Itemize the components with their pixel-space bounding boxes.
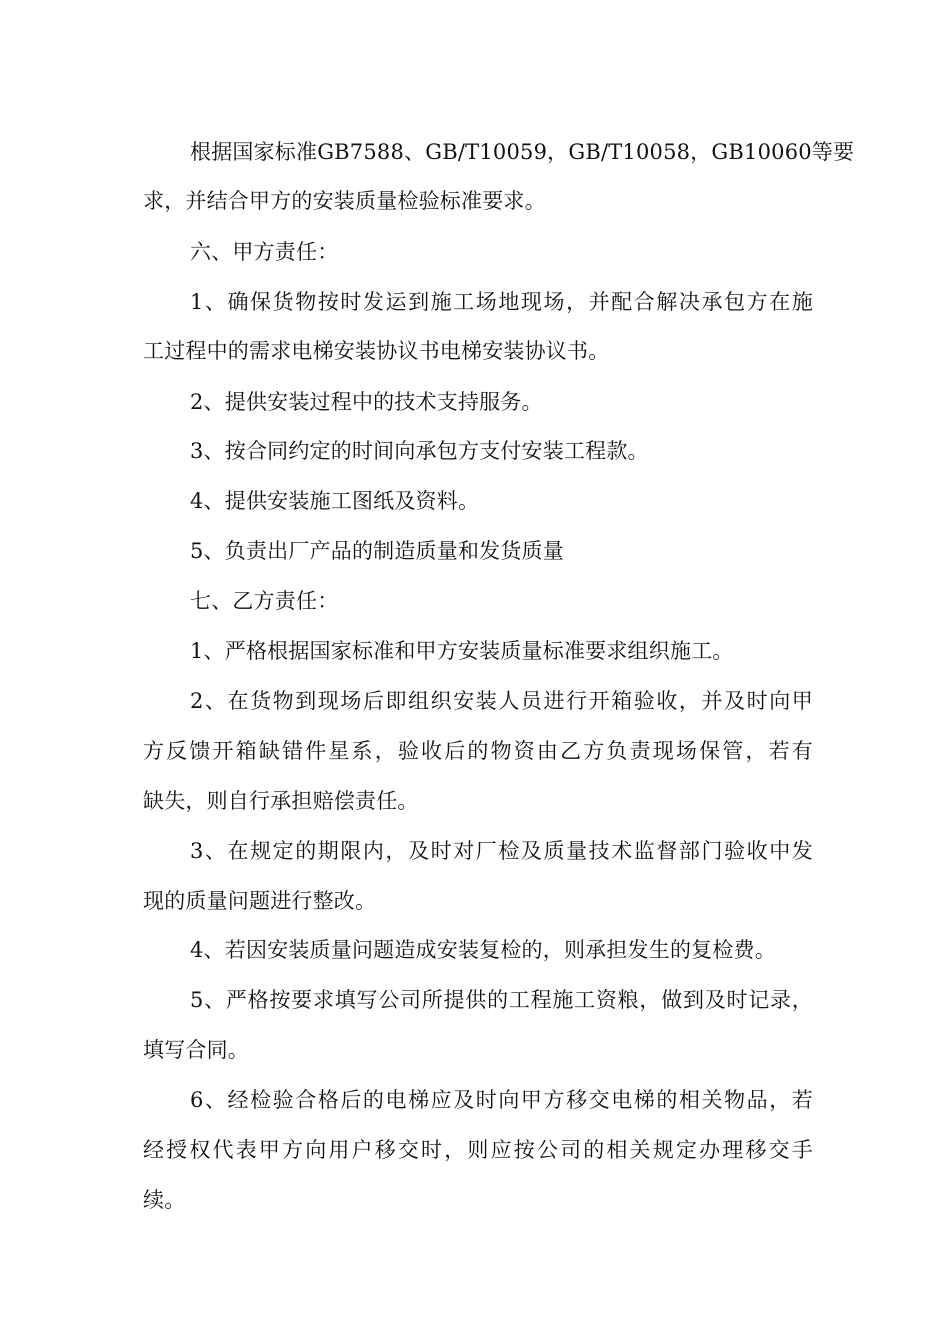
list-item-b3-cont: 现的质量问题进行整改。: [143, 889, 377, 913]
list-item-a2: 2、提供安装过程中的技术支持服务。: [190, 390, 543, 414]
list-item-a1: 1、确保货物按时发运到施工场地现场，并配合解决承包方在施: [190, 290, 813, 314]
list-item-b6-cont2: 续。: [143, 1188, 186, 1212]
list-item-b2: 2、在货物到现场后即组织安装人员进行开箱验收，并及时向甲: [190, 689, 813, 713]
paragraph-line-standards: 根据国家标准GB7588、GB/T10059，GB/T10058，GB10060等要: [190, 140, 855, 164]
list-item-a4: 4、提供安装施工图纸及资料。: [190, 489, 480, 513]
list-item-b5: 5、严格按要求填写公司所提供的工程施工资粮，做到及时记录，: [190, 988, 813, 1012]
section-heading-party-a: 六、甲方责任：: [190, 240, 339, 264]
list-item-a5: 5、负责出厂产品的制造质量和发货质量: [190, 539, 564, 563]
section-heading-party-b: 七、乙方责任：: [190, 589, 339, 613]
list-item-b2-cont1: 方反馈开箱缺错件星系，验收后的物资由乙方负责现场保管，若有: [143, 739, 813, 763]
list-item-b2-cont2: 缺失，则自行承担赔偿责任。: [143, 789, 419, 813]
list-item-b5-cont: 填写合同。: [143, 1038, 249, 1062]
list-item-a1-cont: 工过程中的需求电梯安装协议书电梯安装协议书。: [143, 339, 610, 363]
list-item-b3: 3、在规定的期限内，及时对厂检及质量技术监督部门验收中发: [190, 839, 813, 863]
paragraph-line-standards-cont: 求，并结合甲方的安装质量检验标准要求。: [143, 189, 546, 213]
list-item-b6: 6、经检验合格后的电梯应及时向甲方移交电梯的相关物品，若: [190, 1088, 813, 1112]
list-item-b6-cont1: 经授权代表甲方向用户移交时，则应按公司的相关规定办理移交手: [143, 1138, 813, 1162]
list-item-b4: 4、若因安装质量问题造成安装复检的，则承担发生的复检费。: [190, 938, 776, 962]
list-item-b1: 1、严格根据国家标准和甲方安装质量标准要求组织施工。: [190, 639, 734, 663]
list-item-a3: 3、按合同约定的时间向承包方支付安装工程款。: [190, 439, 649, 463]
